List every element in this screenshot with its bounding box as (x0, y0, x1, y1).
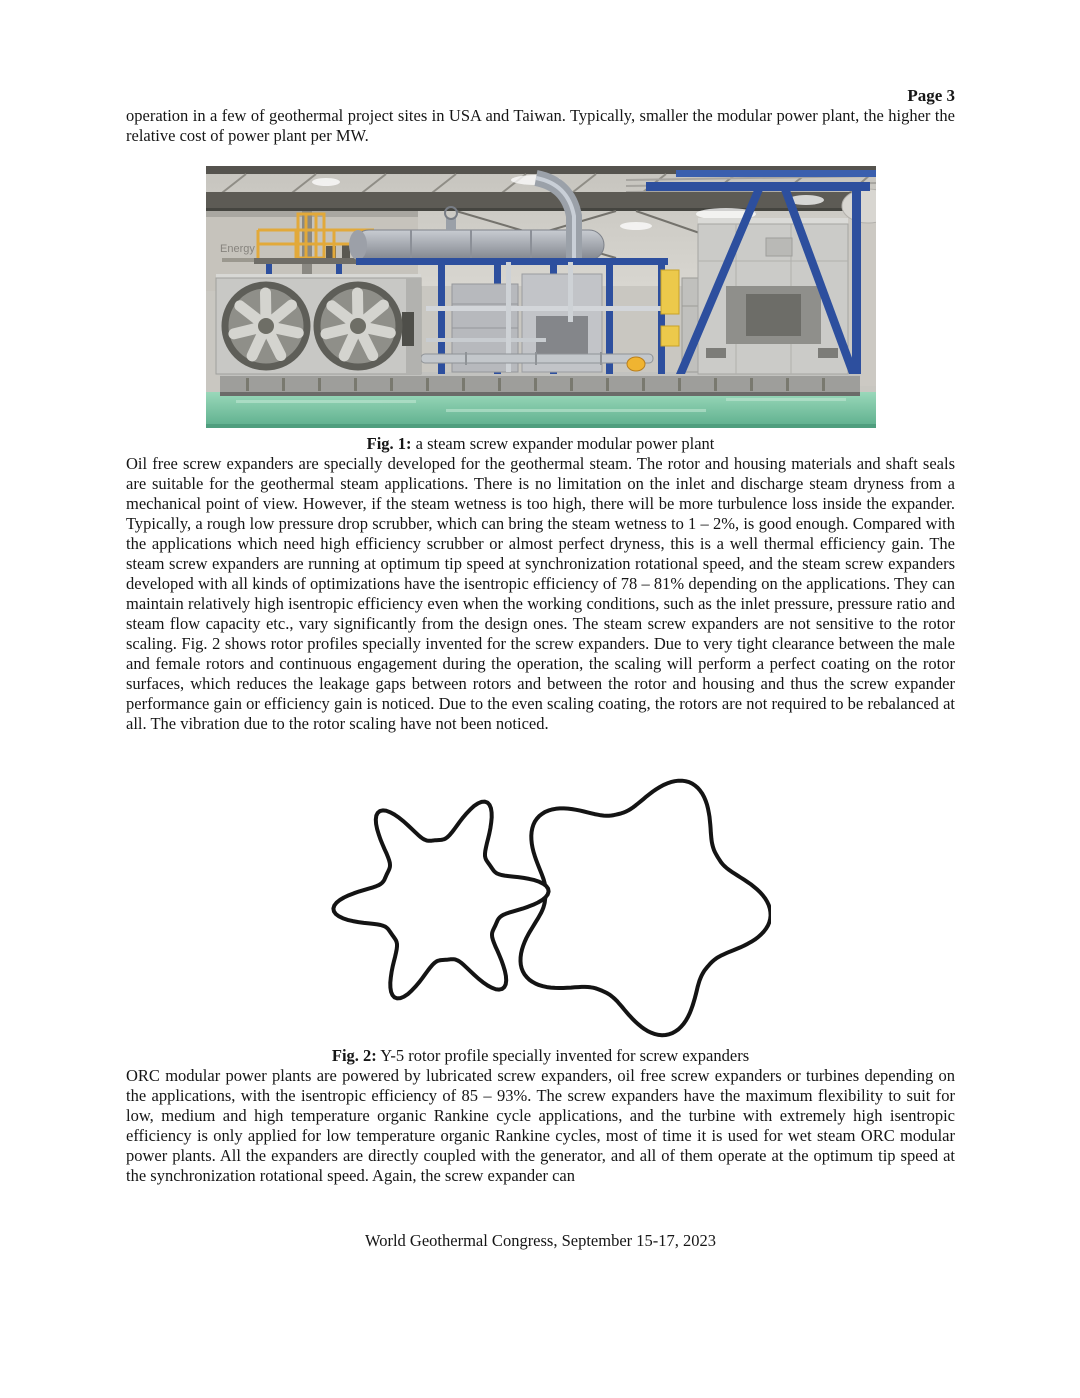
fig1-photo-illustration (206, 166, 876, 428)
paragraph-orc: ORC modular power plants are powered by lubricated screw expanders, oil free screw expanders or turbines depending on the applications, with the isentropic efficiency of 85 – 93%. The screw expanders have the maximum flexibility to suit for low, medium and high temperature organic Rankine cycle applications, and the turbine with extremely high isentropic efficiency is only applied for low temperature organic Rankine cycles, most of time it is used for wet steam ORC modular power plants. All the expanders are directly coupled with the generator, and all of them operate at the optimum tip speed at the synchronization rotational speed. Again, the screw expander can (126, 1066, 955, 1185)
fig1-caption (206, 434, 876, 454)
fan-icon (225, 285, 307, 367)
fig2-rotor-drawing (311, 760, 771, 1040)
fig1-caption-text: a steam screw expander modular power plant (411, 434, 715, 453)
fan-icon (317, 285, 399, 367)
fig1-wall-text: Energy (219, 243, 255, 255)
figure-1 (206, 166, 876, 454)
footer-conference: World Geothermal Congress, September 15-17, 2023 (364, 1231, 717, 1250)
paragraph-intro: operation in a few of geothermal project sites in USA and Taiwan. Typically, smaller the modular power plant, the higher the relative cost of power plant per MW. (126, 106, 955, 145)
fig1-caption-label: Fig. 1: (366, 434, 412, 453)
fig1-photo (206, 166, 876, 428)
figure-2 (311, 760, 771, 1066)
fig2-caption-label: Fig. 2: (331, 1046, 377, 1065)
paragraph-body: Oil free screw expanders are specially developed for the geothermal steam. The rotor and housing materials and shaft seals are suitable for the geothermal steam applications. There is no limitation on the inlet and discharge steam dryness from a mechanical point of view. However, if the steam wetness is too high, there will be more turbulence loss inside the expander. Typically, a rough low pressure drop scrubber, which can bring the steam wetness to 1 – 2%, is good enough. Compared with the applications which need high efficiency scrubber or almost perfect dryness, this is a well thermal efficiency gain. The steam screw expanders are running at optimum tip speed at synchronization rotational speed, and the steam screw expanders developed with all kinds of optimizations have the isentropic efficiency of 78 – 81% depending on the applications. They can maintain relatively high isentropic efficiency even when the working conditions, such as the inlet pressure, pressure ratio and steam flow capacity etc., vary significantly from the design ones. The steam screw expanders are not sensitive to the rotor scaling. Fig. 2 shows rotor profiles specially invented for the screw expanders. Due to very tight clearance between the male and female rotors and continuous engagement during the operation, the scaling will perform a perfect coating on the rotor surfaces, which reduces the leakage gaps between rotors and between the rotor and housing and thus the screw expander performance gain or efficiency gain is noticed. Due to the even scaling coating, the rotors are not required to be rebalanced at all. The vibration due to the rotor scaling have not been noticed. (126, 454, 955, 733)
male-rotor-profile (333, 802, 548, 999)
fig2-caption (311, 1046, 771, 1066)
fig2-caption-text: Y-5 rotor profile specially invented for screw expanders (376, 1046, 750, 1065)
page-number: Page 3 (907, 86, 955, 105)
female-rotor-profile (520, 781, 770, 1035)
